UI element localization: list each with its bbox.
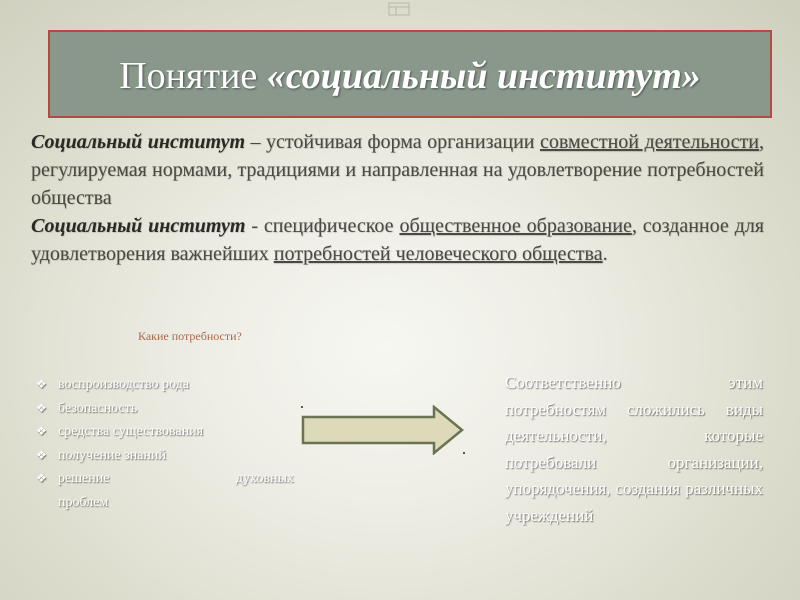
list-item-word: духовных	[235, 471, 294, 487]
title-emphasis: «социальный институт»	[266, 55, 701, 97]
list-item-label: безопасность	[58, 400, 138, 416]
list-item-label: воспроизводство рода	[58, 377, 190, 392]
window-corner-icon	[388, 2, 410, 16]
arrow-handle-dot	[301, 406, 303, 408]
definition-2-text: - специфическое	[245, 215, 400, 237]
conclusion-text: Соответственно этим потребностям сложились виды деятельности, которые потребовали организации, упорядочения, создания различных учреждений	[505, 373, 763, 525]
definition-2-link-1[interactable]: общественное образование	[399, 215, 632, 237]
needs-list	[36, 373, 294, 515]
diamond-bullet-icon: ❖	[36, 400, 47, 415]
slide-title	[48, 30, 772, 118]
needs-question: Какие потребности?	[138, 329, 242, 343]
definition-2-text-end: .	[602, 243, 608, 265]
right-arrow-icon	[300, 405, 468, 455]
definition-2	[31, 212, 764, 268]
list-item	[36, 444, 294, 468]
title-prefix: Понятие	[119, 55, 267, 97]
definition-1	[31, 128, 764, 212]
definitions-block	[31, 128, 764, 268]
definition-1-text: – устойчивая форма организации	[245, 131, 540, 153]
list-item-label: получение знаний	[58, 447, 166, 463]
diamond-bullet-icon: ❖	[36, 471, 47, 486]
definition-2-term: Социальный институт	[31, 215, 246, 237]
diamond-bullet-icon: ❖	[36, 424, 47, 439]
diamond-bullet-icon: ❖	[36, 447, 47, 462]
list-item-label: средства существования	[58, 424, 204, 440]
list-item	[36, 397, 294, 421]
definition-2-link-2[interactable]: потребностей человеческого общества	[273, 243, 603, 265]
definition-2-text-middle: , созданное для удовлетворения важнейших	[31, 215, 764, 265]
list-item-word: решение	[58, 471, 110, 487]
arrow-handle-dot	[463, 452, 465, 454]
definition-1-term: Социальный институт	[31, 131, 245, 153]
definition-1-link[interactable]: совместной деятельности	[539, 131, 759, 153]
list-item	[36, 420, 294, 444]
diamond-bullet-icon: ❖	[36, 377, 47, 391]
list-item	[36, 467, 294, 514]
list-item	[36, 373, 294, 397]
definition-1-text-end: , регулируемая нормами, традициями и направленная на удовлетворение потребностей общества	[31, 131, 764, 209]
list-item-continuation: проблем	[58, 494, 109, 510]
list-item-split	[58, 467, 294, 491]
